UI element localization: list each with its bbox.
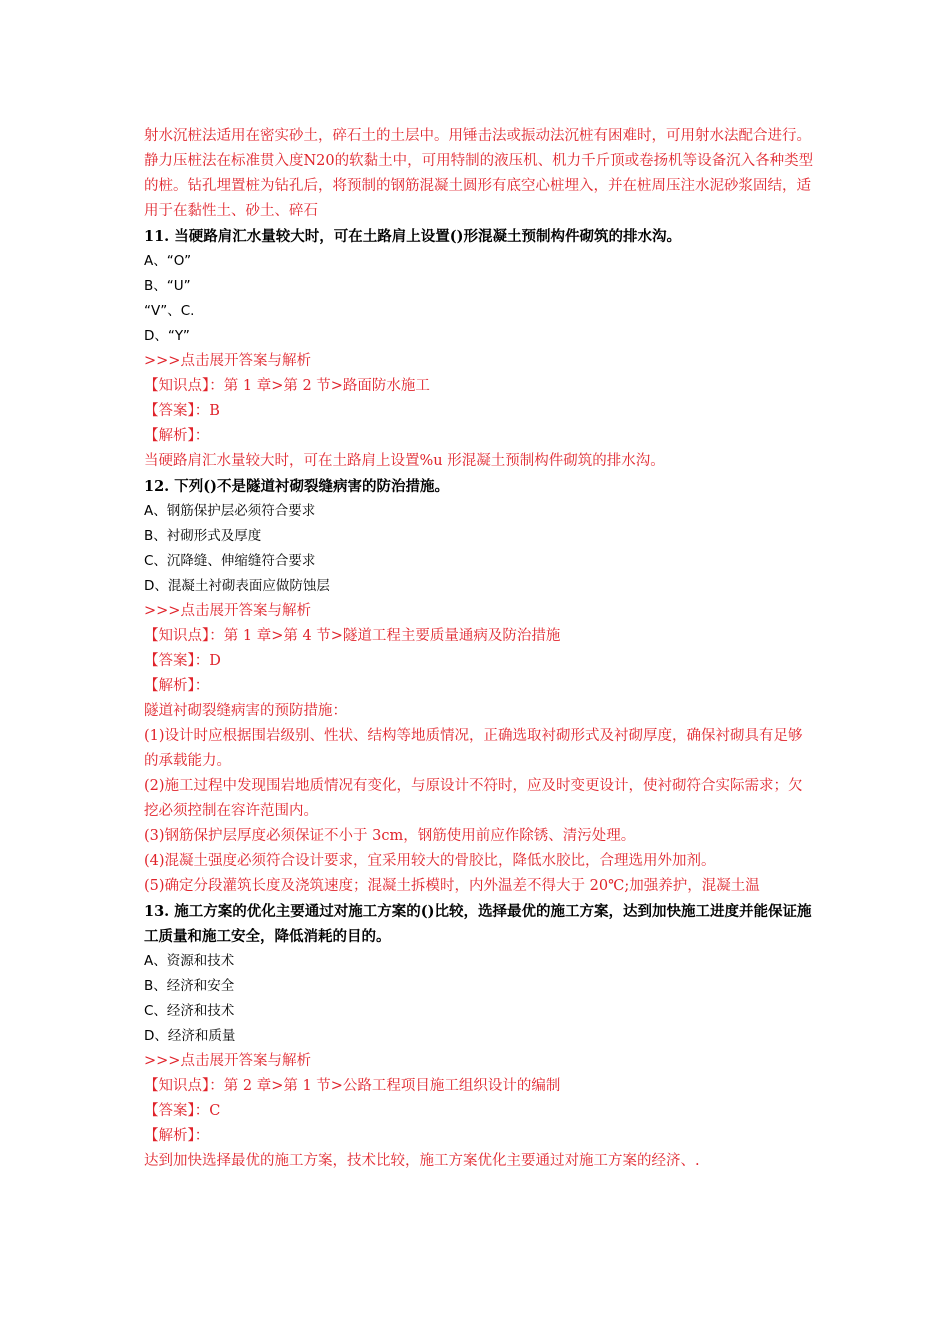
document-page xyxy=(144,124,814,1174)
option-c: “V”、C. xyxy=(144,303,195,319)
analysis-text: (2)施工过程中发现围岩地质情况有变化，与原设计不符时，应及时变更设计，使衬砌符合实际需求；欠挖必须控制在容许范围内。 xyxy=(144,778,803,819)
answer: 【答案】：D xyxy=(144,653,221,669)
analysis-text: (3)钢筋保护层厚度必须保证不小于 3cm，钢筋使用前应作除锈、清污处理。 xyxy=(144,828,636,844)
intro-paragraph: 静力压桩法在标准贯入度N20的软黏土中，可用特制的液压机、机力千斤顶或卷扬机等设备沉入各种类型的桩。钻孔埋置桩为钻孔后，将预制的钢筋混凝土圆形有底空心桩埋入，并在桩周压注水泥砂浆固结，适用于在黏性土、砂土、碎石 xyxy=(144,153,814,219)
option-a: A、“O” xyxy=(144,253,192,269)
question-13: 13. 施工方案的优化主要通过对施工方案的()比较，选择最优的施工方案，达到加快施工进度并能保证施工质量和施工安全，降低消耗的目的。 xyxy=(144,903,812,945)
analysis-text: (1)设计时应根据围岩级别、性状、结构等地质情况，正确选取衬砌形式及衬砌厚度，确保衬砌具有足够的承载能力。 xyxy=(144,728,803,769)
expand-answer-link[interactable]: >>>点击展开答案与解析 xyxy=(144,1053,311,1069)
knowledge-point: 【知识点】：第 1 章>第 2 节>路面防水施工 xyxy=(144,378,430,394)
option-a: A、钢筋保护层必须符合要求 xyxy=(144,503,316,519)
question-12: 12. 下列()不是隧道衬砌裂缝病害的防治措施。 xyxy=(144,478,449,495)
answer: 【答案】：C xyxy=(144,1103,221,1119)
analysis-label: 【解析】： xyxy=(144,678,210,694)
expand-answer-link[interactable]: >>>点击展开答案与解析 xyxy=(144,353,311,369)
option-d: D、混凝土衬砌表面应做防蚀层 xyxy=(144,578,330,594)
expand-answer-link[interactable]: >>>点击展开答案与解析 xyxy=(144,603,311,619)
option-d: D、经济和质量 xyxy=(144,1028,236,1044)
analysis-text: 达到加快选择最优的施工方案，技术比较，施工方案优化主要通过对施工方案的经济、. xyxy=(144,1153,700,1169)
analysis-text: (5)确定分段灌筑长度及浇筑速度；混凝土拆模时，内外温差不得大于 20℃;加强养护，混凝土温 xyxy=(144,878,760,894)
analysis-text: 当硬路肩汇水量较大时，可在土路肩上设置%u 形混凝土预制构件砌筑的排水沟。 xyxy=(144,453,665,469)
option-b: B、“U” xyxy=(144,278,191,294)
analysis-label: 【解析】： xyxy=(144,428,210,444)
option-b: B、经济和安全 xyxy=(144,978,235,994)
option-b: B、衬砌形式及厚度 xyxy=(144,528,262,544)
option-d: D、“Y” xyxy=(144,328,190,344)
intro-paragraph: 射水沉桩法适用在密实砂土，碎石土的土层中。用锤击法或振动法沉桩有困难时，可用射水法配合进行。 xyxy=(144,128,811,144)
analysis-text: 隧道衬砌裂缝病害的预防措施： xyxy=(144,703,347,719)
knowledge-point: 【知识点】：第 1 章>第 4 节>隧道工程主要质量通病及防治措施 xyxy=(144,628,561,644)
analysis-label: 【解析】： xyxy=(144,1128,210,1144)
option-a: A、资源和技术 xyxy=(144,953,235,969)
option-c: C、经济和技术 xyxy=(144,1003,235,1019)
option-c: C、沉降缝、伸缩缝符合要求 xyxy=(144,553,316,569)
analysis-text: (4)混凝土强度必须符合设计要求，宜采用较大的骨胶比，降低水胶比，合理选用外加剂。 xyxy=(144,853,716,869)
question-11: 11. 当硬路肩汇水量较大时，可在土路肩上设置()形混凝土预制构件砌筑的排水沟。 xyxy=(144,228,681,245)
answer: 【答案】：B xyxy=(144,403,220,419)
knowledge-point: 【知识点】：第 2 章>第 1 节>公路工程项目施工组织设计的编制 xyxy=(144,1078,561,1094)
